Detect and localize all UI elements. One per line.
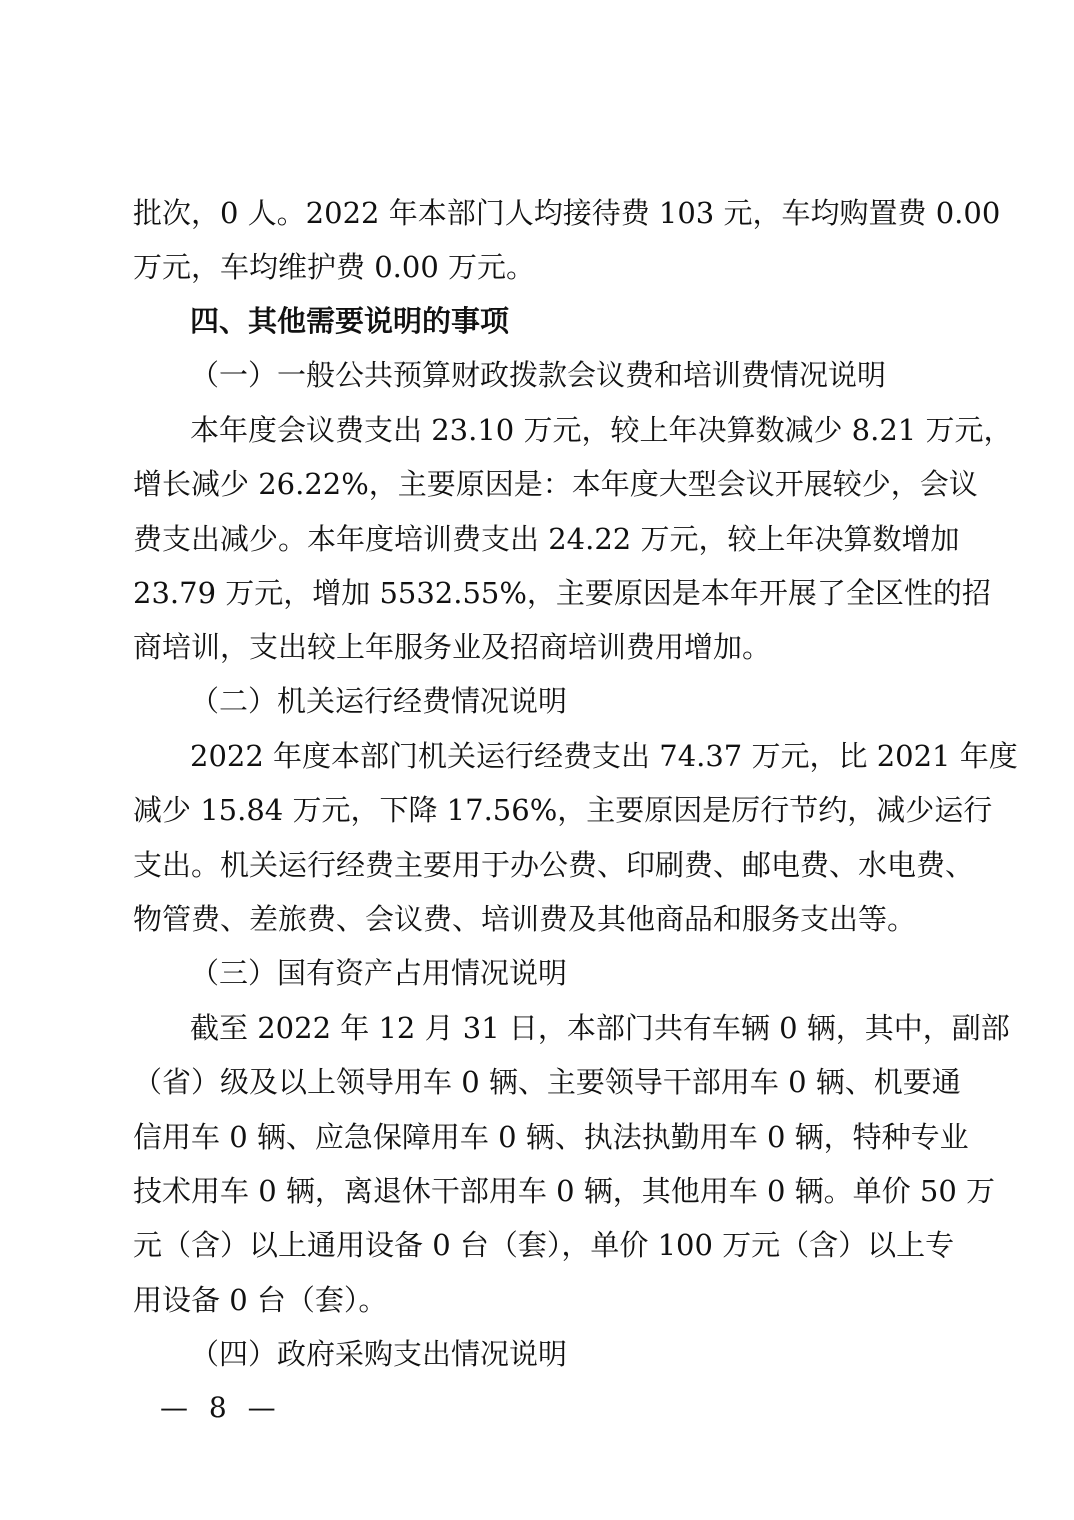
paragraph-line: 技术用车 0 辆，离退休干部用车 0 辆，其他用车 0 辆。单价 50 万 — [133, 1174, 996, 1208]
paragraph-line: 增长减少 26.22%，主要原因是：本年度大型会议开展较少，会议 — [133, 467, 978, 501]
paragraph-line: 23.79 万元，增加 5532.55%，主要原因是本年开展了全区性的招 — [133, 576, 991, 610]
paragraph-line: 信用车 0 辆、应急保障用车 0 辆、执法执勤用车 0 辆，特种专业 — [133, 1120, 969, 1154]
paragraph-line: 万元，车均维护费 0.00 万元。 — [133, 250, 536, 284]
paragraph-line: 本年度会议费支出 23.10 万元，较上年决算数减少 8.21 万元， — [190, 413, 1013, 447]
paragraph-line: 2022 年度本部门机关运行经费支出 74.37 万元，比 2021 年度 — [190, 739, 1018, 773]
paragraph-line: 批次，0 人。2022 年本部门人均接待费 103 元，车均购置费 0.00 — [133, 196, 1001, 230]
section-heading: 四、其他需要说明的事项 — [190, 304, 510, 338]
subsection-heading: （三）国有资产占用情况说明 — [190, 956, 568, 990]
paragraph-line: 物管费、差旅费、会议费、培训费及其他商品和服务支出等。 — [133, 902, 917, 936]
paragraph-line: 截至 2022 年 12 月 31 日，本部门共有车辆 0 辆，其中，副部 — [190, 1011, 1010, 1045]
subsection-heading: （四）政府采购支出情况说明 — [190, 1337, 568, 1371]
paragraph-line: 商培训，支出较上年服务业及招商培训费用增加。 — [133, 630, 772, 664]
paragraph-line: 费支出减少。本年度培训费支出 24.22 万元，较上年决算数增加 — [133, 522, 960, 556]
page-number: — 8 — — [160, 1391, 282, 1424]
paragraph-line: 支出。机关运行经费主要用于办公费、印刷费、邮电费、水电费、 — [133, 848, 975, 882]
subsection-heading: （二）机关运行经费情况说明 — [190, 684, 568, 718]
paragraph-line: 减少 15.84 万元，下降 17.56%，主要原因是厉行节约，减少运行 — [133, 793, 993, 827]
paragraph-line: 元（含）以上通用设备 0 台（套），单价 100 万元（含）以上专 — [133, 1228, 955, 1262]
paragraph-line: （省）级及以上领导用车 0 辆、主要领导干部用车 0 辆、机要通 — [133, 1065, 961, 1099]
paragraph-line: 用设备 0 台（套）。 — [133, 1283, 388, 1317]
subsection-heading: （一）一般公共预算财政拨款会议费和培训费情况说明 — [190, 358, 887, 392]
